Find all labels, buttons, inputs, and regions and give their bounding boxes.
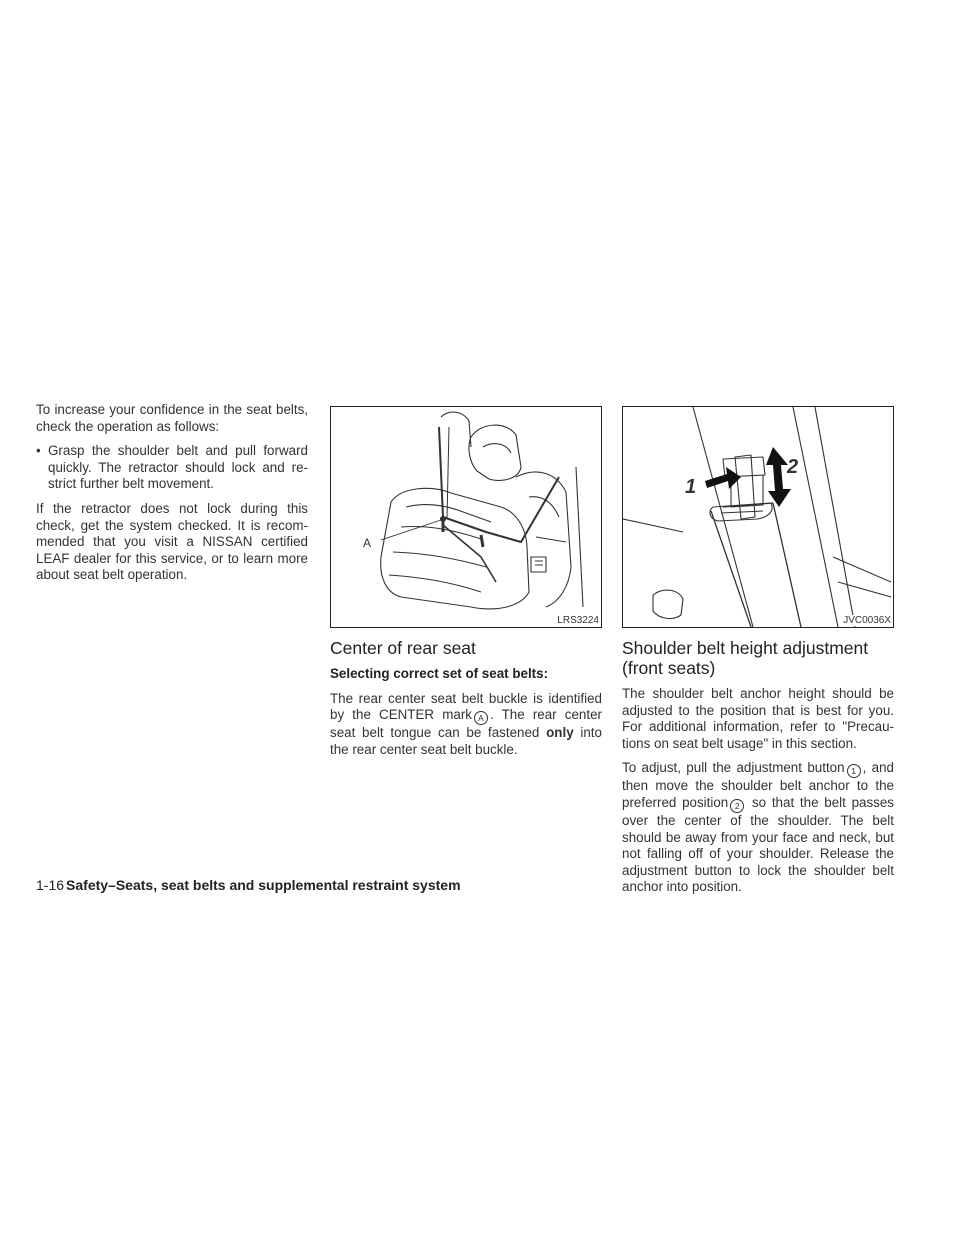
center-column (330, 406, 602, 766)
figure-code-2: JVC0036X (843, 615, 891, 626)
retractor-paragraph: If the retractor does not lock during this check, get the system checked. It is recom-mended that you visit a NISSAN certified LEAF dealer for this service, or to learn more about seat belt operation. (36, 500, 308, 583)
callout-a: A (474, 711, 488, 725)
anchor-height-paragraph: The shoulder belt anchor height should be adjusted to the position that is best for you. For additional information, refer to "Precau-tions on seat belt usage" in this section. (622, 686, 894, 751)
check-bullet (36, 443, 308, 493)
bullet-text: Grasp the shoulder belt and pull forward quickly. The retractor should lock and re-strict further belt movement. (48, 443, 308, 492)
shoulder-belt-figure (622, 406, 894, 628)
page-footer (36, 877, 461, 893)
figure-label-2: 2 (787, 456, 799, 478)
figure-label-1: 1 (685, 476, 697, 498)
center-rear-seat-heading: Center of rear seat (330, 638, 476, 658)
figure-label-a: A (363, 536, 372, 550)
figure-code-1: LRS3224 (557, 615, 599, 626)
intro-paragraph: To increase your confidence in the seat belts, check the operation as follows: (36, 402, 308, 434)
rear-seat-illustration (331, 407, 601, 627)
center-mark-paragraph: The rear center seat belt buckle is identified by the CENTER mark A . The rear center seat belt tongue can be fastened only into the rear center seat belt buckle. (330, 690, 603, 757)
right-column (622, 406, 894, 904)
shoulder-belt-illustration (623, 407, 893, 627)
selecting-belts-subheading: Selecting correct set of seat belts: (330, 666, 549, 681)
shoulder-belt-heading: Shoulder belt height adjustment (front seats) (622, 638, 869, 678)
page-number: 1-16 (36, 877, 65, 893)
left-column (36, 402, 308, 592)
callout-1: 1 (847, 764, 861, 778)
callout-2: 2 (730, 799, 744, 813)
adjust-paragraph: To adjust, pull the adjustment button 1 , and then move the shoulder belt anchor to the preferred position 2 so that the belt passes over the center of the shoulder. The belt should be away from your face and neck, but not falling off of your shoulder. Release the adjustment button to lock the shoulder belt anchor into position. (622, 760, 894, 895)
rear-seat-figure (330, 406, 602, 628)
bullet-marker: • (36, 443, 41, 459)
section-title: Safety–Seats, seat belts and supplemental restraint system (66, 877, 461, 893)
